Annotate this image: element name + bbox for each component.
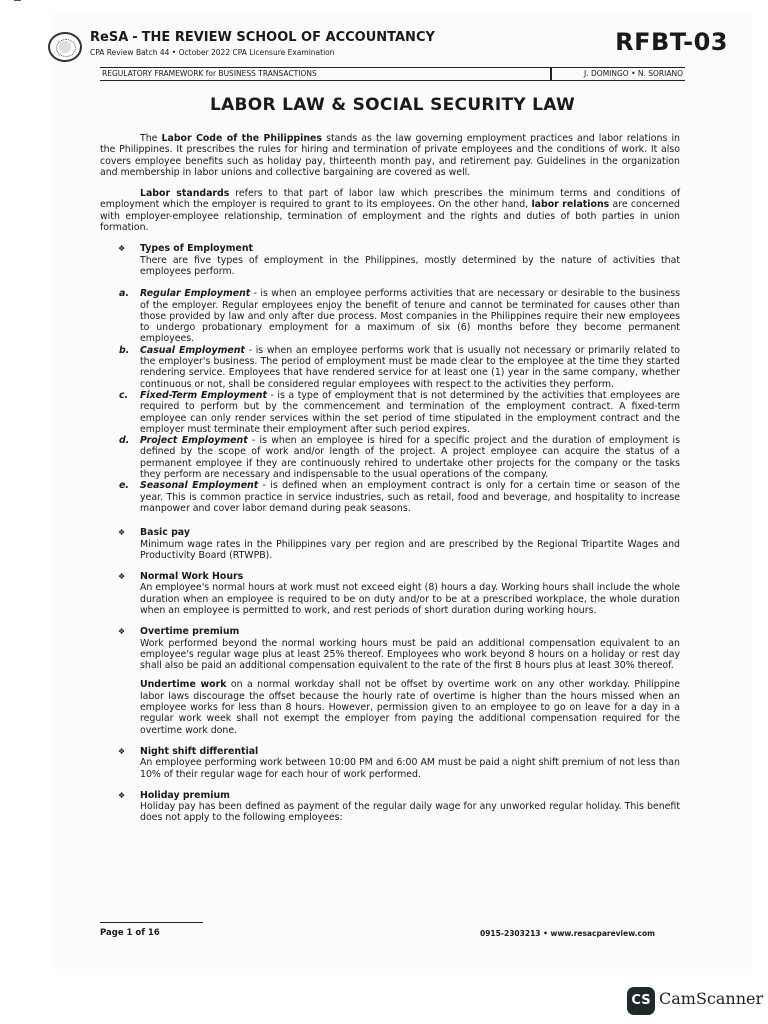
resa-seal-icon [48, 32, 82, 62]
labor-code-term: Labor Code of the Philippines [161, 133, 322, 144]
diamond-bullet-icon: ❖ [118, 572, 126, 582]
camscanner-label: CamScanner [659, 989, 764, 1008]
section-basic-pay [100, 527, 680, 561]
section-title: Types of Employment [140, 243, 254, 255]
labor-relations-term: labor relations [531, 199, 610, 211]
document-header [48, 28, 728, 66]
section-text: There are five types of employment in the Philippines, mostly determined by the nature of activities that employees perform. [140, 254, 680, 277]
footnote-rule [100, 922, 203, 923]
diamond-bullet-icon: ❖ [118, 244, 126, 254]
brand-full: THE REVIEW SCHOOL OF ACCOUNTANCY [141, 30, 435, 45]
section-types-of-employment [100, 243, 680, 277]
list-item [100, 435, 680, 480]
intro-text: stands as the law governing employment practices and labor relations in the Philippines. It prescribes the rules for hiring and termination of private employees and the conditions of work. It also covers employee benefits such as holiday pay, thirteenth month pay, and retirement pay. Guidelines in the organization and membership in labor unions and collective bargaining are covered as well. [100, 133, 680, 178]
diamond-bullet-icon: ❖ [118, 627, 126, 637]
diamond-bullet-icon: ❖ [118, 790, 126, 800]
type-title: Casual Employment [140, 344, 245, 356]
brand-short: ReSA [90, 30, 129, 45]
list-item [100, 345, 680, 390]
list-item [100, 288, 680, 344]
contact-info: 0915-2303213 • www.resacpareview.com [480, 929, 655, 938]
list-letter: e. [119, 480, 129, 492]
undertime-text: on a normal workday shall not be offset by overtime work on any other workday. Philippine labor laws discourage the offset because the hourly rate of overtime is higher than the hours missed when an employee works for less than 8 hours. However, permission given to an employee to go on leave for a day in a regular work week shall not exempt the employer from paying the additional compensation required for the overtime work done. [140, 679, 680, 736]
brand-line [90, 30, 435, 45]
section-title: Basic pay [140, 527, 190, 539]
diamond-bullet-icon: ❖ [118, 746, 126, 756]
section-holiday-premium [100, 790, 680, 824]
labor-standards-term: Labor standards [140, 188, 230, 200]
type-text: - is a type of employment that is not determined by the activities that employees are required to perform but by the commencement and termination of the employment contract. A fixed-term employee can only render services within the set period of time stipulated in the employment contract and the employer must terminate their employment after such period expires. [140, 389, 680, 435]
section-text: An employee's normal hours at work must not exceed eight (8) hours a day. Working hours shall include the whole duration when an employee is required to be on duty and/or to be at a prescribed workplace, the whole duration when an employee is permitted to work, and rest periods of short duration during working hours. [140, 582, 680, 616]
intro-text: The [140, 133, 162, 144]
authors-label: J. DOMINGO • N. SORIANO [584, 69, 683, 78]
intro-text: are concerned with employer-employee relationship, termination of employment and the rights and duties of both parties in union formation. [100, 199, 680, 234]
section-title: Normal Work Hours [140, 571, 244, 583]
corner-mark [14, 0, 21, 1]
section-normal-work-hours [100, 571, 680, 616]
page-number: Page 1 of 16 [100, 928, 160, 938]
section-title: Holiday premium [140, 789, 230, 801]
diamond-bullet-icon: ❖ [118, 528, 126, 538]
list-item [100, 390, 680, 435]
section-title: Overtime premium [140, 626, 240, 638]
intro-paragraph-2 [100, 188, 680, 233]
list-letter: a. [119, 288, 129, 300]
section-text: Holiday pay has been defined as payment of the regular daily wage for any unworked regular holiday. This benefit does not apply to the following employees: [140, 801, 680, 824]
list-item [100, 480, 680, 514]
section-text: Work performed beyond the normal working hours must be paid an additional compensation equivalent to an employee's regular wage plus at least 25% thereof. Employees who work beyond 8 hours on a holiday or rest day shall also be paid an additional compensation equivalent to the rate of the first 8 hours plus at least 30% thereof. [140, 637, 680, 672]
type-text: - is defined when an employment contract is only for a certain time or season of the year. This is common practice in service industries, such as retail, food and beverage, and hospitality to increase manpower and cover labor demand during peak seasons. [140, 480, 680, 514]
page-title: LABOR LAW & SOCIAL SECURITY LAW [209, 95, 576, 115]
type-text: - is when an employee is hired for a specific project and the duration of employment is defined by the scope of work and/or length of the project. A project employee can acquire the status of a permanent employee if they are continuously rehired to undertake other projects for the company or the tasks they perform are necessary and indispensable to the usual operations of the company. [140, 435, 680, 481]
undertime-term: Undertime work [140, 679, 227, 691]
module-code: RFBT-03 [615, 28, 728, 56]
type-title: Seasonal Employment [140, 480, 259, 492]
bar-divider [550, 68, 552, 80]
type-text: - is when an employee performs activities that are necessary or desirable to the business of the employer. Regular employees enjoy the benefit of tenure and cannot be terminated for causes other than those provided by law and only after due process. Most companies in the Philippines require their new employees to undergo probationary employment for a maximum of six (6) months before they become permanent employees. [140, 288, 680, 345]
camscanner-logo-icon: CS [627, 987, 655, 1015]
list-letter: d. [119, 435, 130, 447]
brand-separator: - [132, 30, 138, 45]
section-title: Night shift differential [140, 745, 259, 757]
document-body [100, 133, 680, 824]
intro-paragraph-1 [100, 133, 680, 178]
section-night-shift [100, 746, 680, 780]
subject-bar [100, 67, 685, 81]
type-text: - is when an employee performs work that is usually not necessary or primarily related to the employer's business. The period of employment must be made clear to the employee at the time they started rendering service. Employees that have rendered service for at least one (1) year in the same company, whether continuous or not, shall be considered regular employees with respect to the activities they perform. [140, 344, 680, 390]
intro-text: refers to that part of labor law which prescribes the minimum terms and conditions of employment which the employer is required to grant to its employees. On the other hand, [100, 188, 680, 211]
employment-types-list [100, 288, 680, 514]
subject-label: REGULATORY FRAMEWORK for BUSINESS TRANSACTIONS [102, 69, 317, 78]
list-letter: b. [119, 344, 130, 356]
type-title: Regular Employment [140, 288, 251, 300]
batch-line: CPA Review Batch 44 • October 2022 CPA Licensure Examination [90, 48, 335, 57]
type-title: Project Employment [140, 435, 248, 447]
list-letter: c. [119, 389, 129, 401]
type-title: Fixed-Term Employment [140, 389, 267, 401]
section-text: An employee performing work between 10:00 PM and 6:00 AM must be paid a night shift premium of not less than 10% of their regular wage for each hour of work performed. [140, 757, 680, 780]
section-overtime-premium [100, 626, 680, 736]
section-text: Minimum wage rates in the Philippines vary per region and are prescribed by the Regional Tripartite Wages and Productivity Board (RTWPB). [140, 538, 680, 561]
undertime-paragraph [140, 679, 680, 735]
